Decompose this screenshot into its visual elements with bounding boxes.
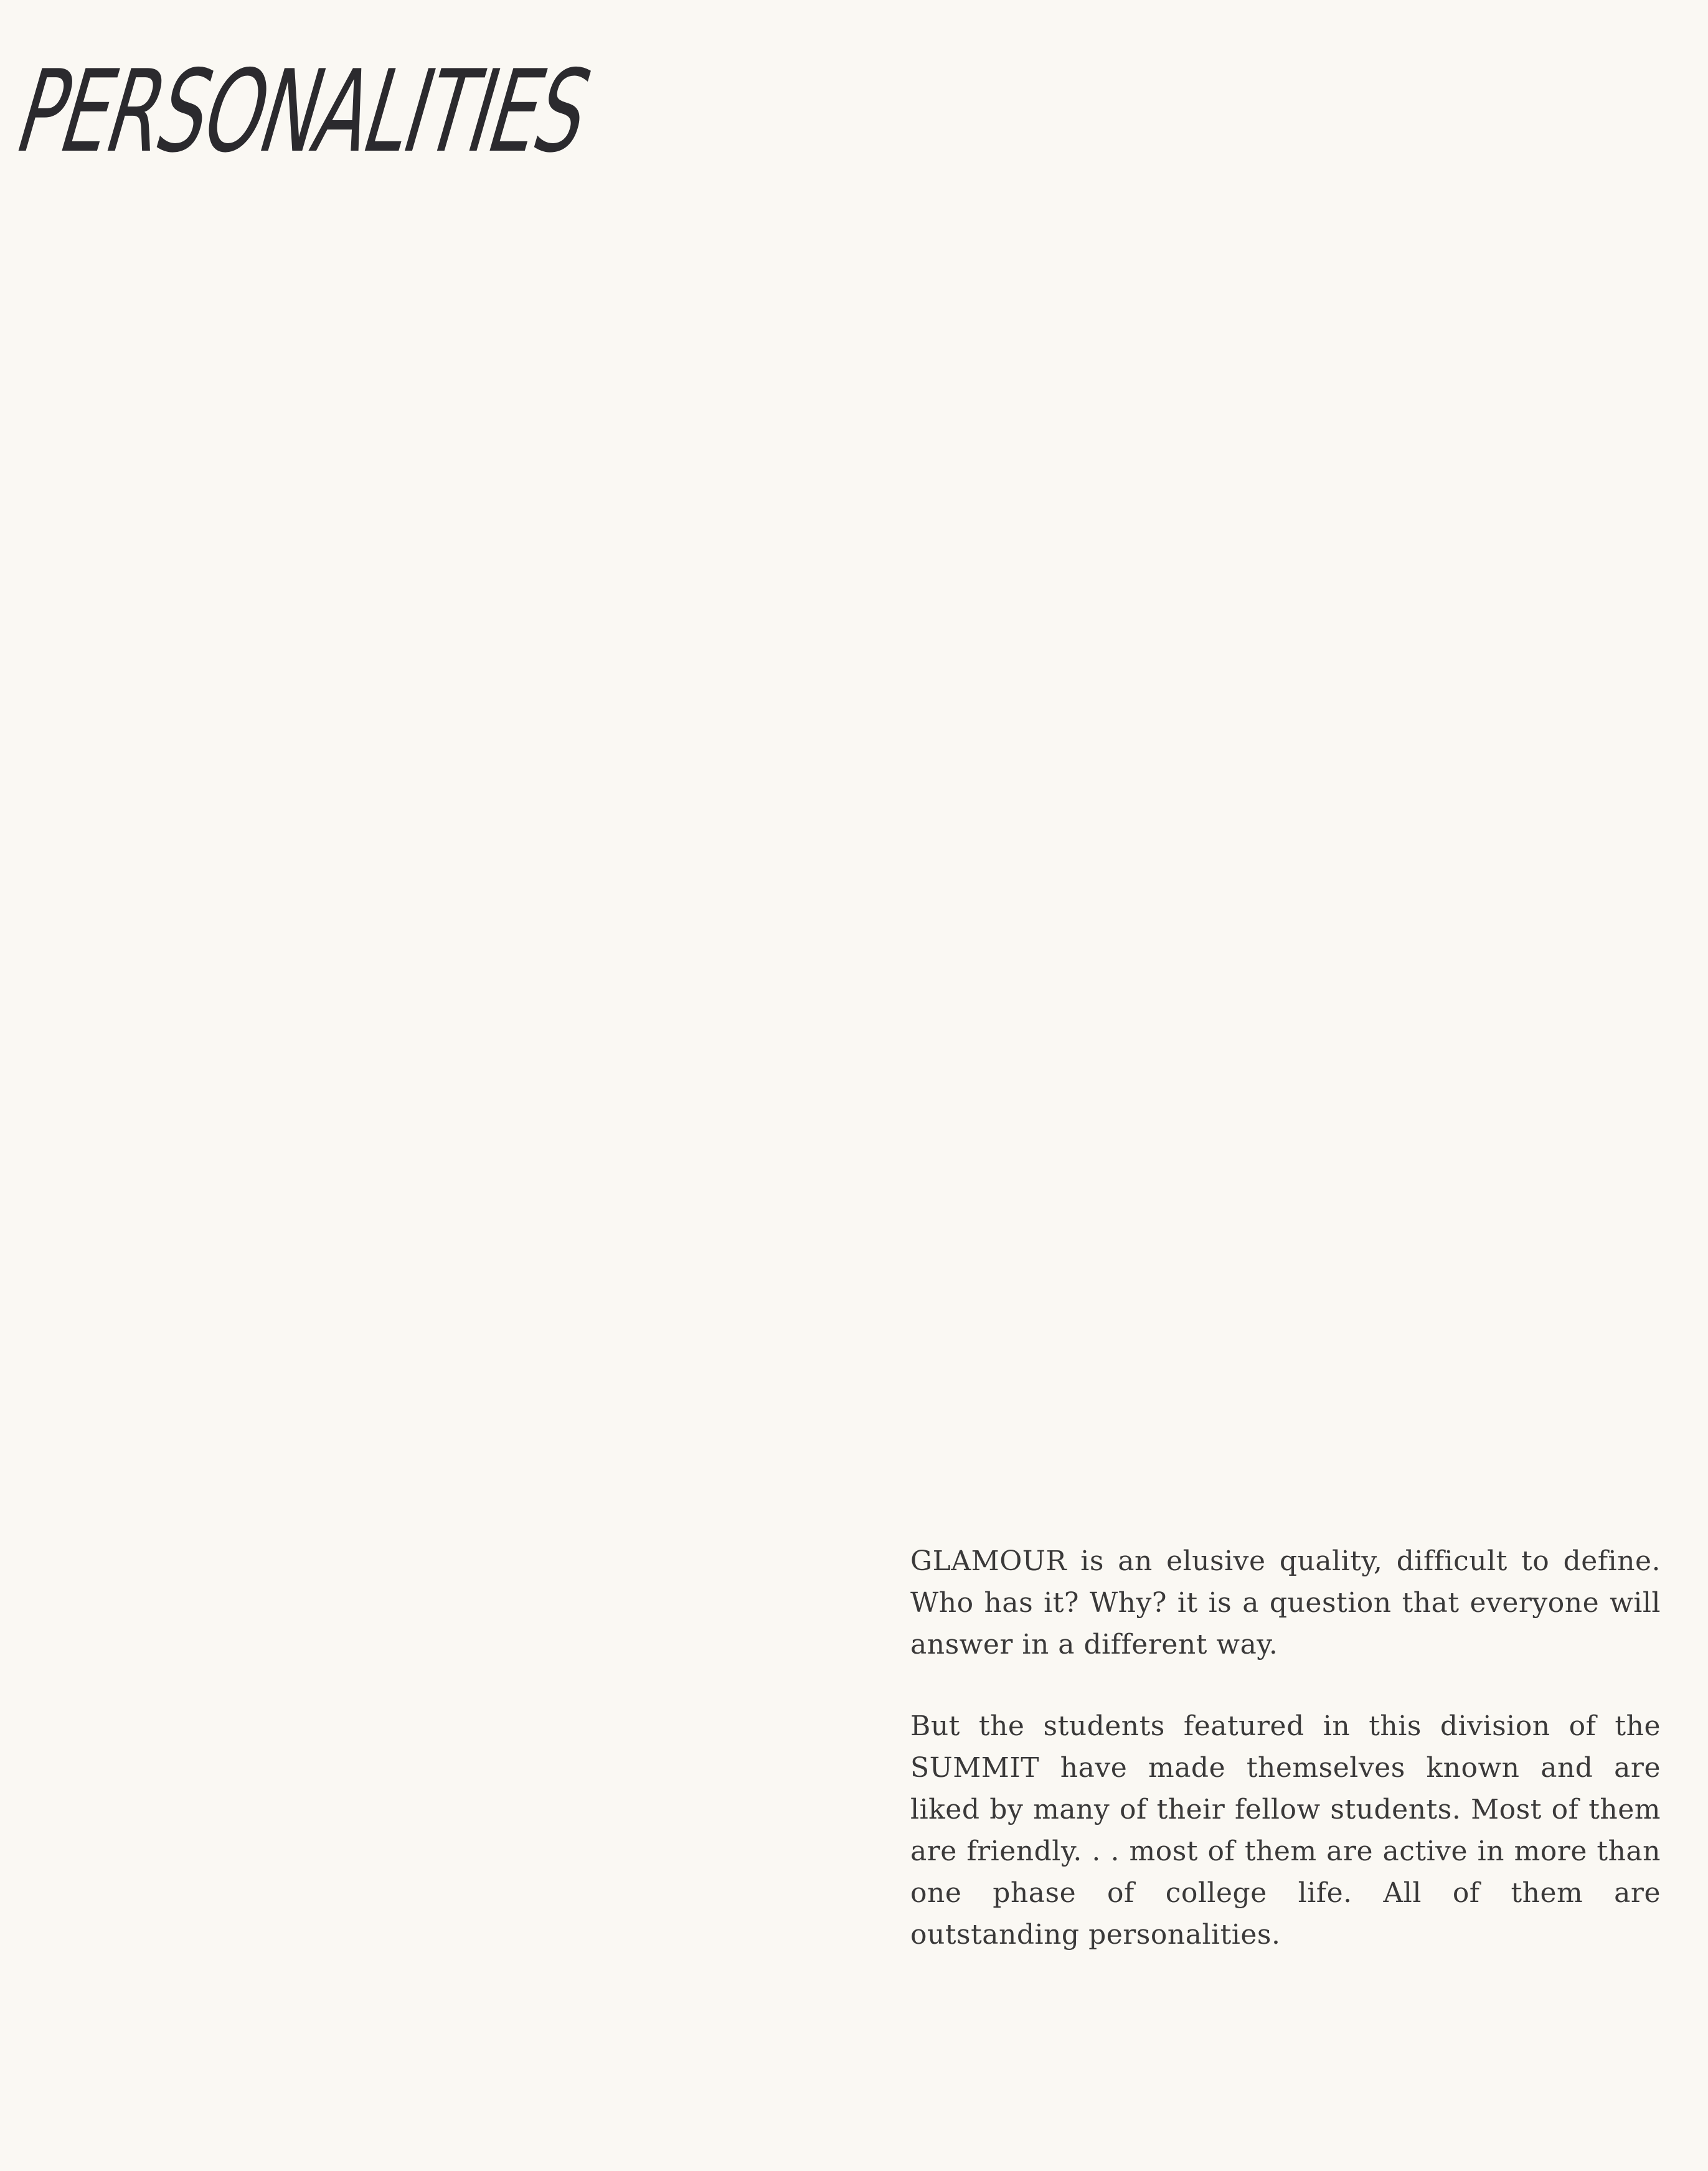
paragraph-glamour: GLAMOUR is an elusive quality, difficult to define. Who has it? Why? it is a question that everyone will answer in a different way. bbox=[910, 1545, 1661, 1660]
page-title: PERSONALITIES bbox=[3, 45, 604, 177]
paragraph-students: But the students featured in this division of the SUMMIT have made themselves known and are liked by many of their fellow students. Most of them are friendly. . . most of them are active in more than one phase of college life. All of them are outstanding personalities. bbox=[910, 1710, 1661, 1951]
intro-text bbox=[910, 1540, 1661, 1956]
